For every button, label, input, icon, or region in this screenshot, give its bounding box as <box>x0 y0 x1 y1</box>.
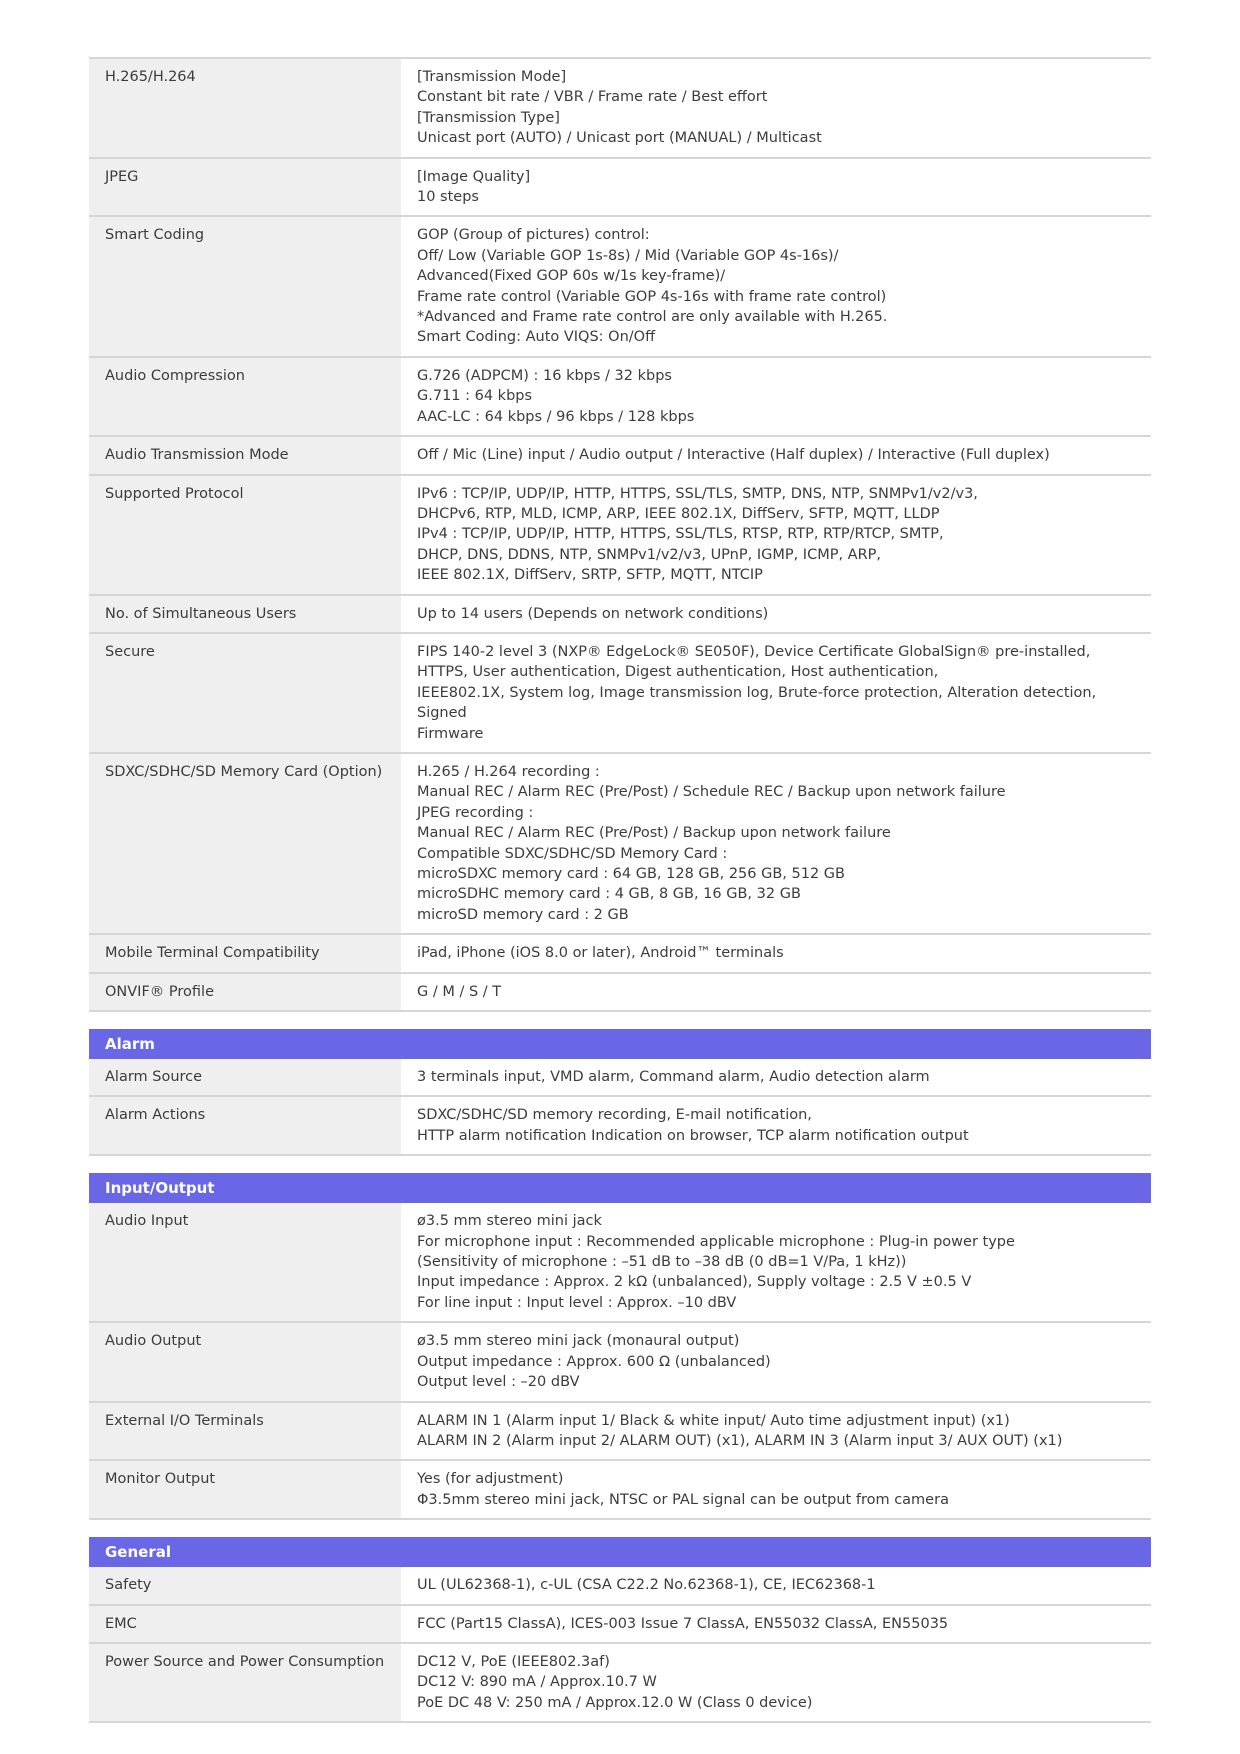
spec-row <box>89 594 1151 632</box>
spec-value: DC12 V, PoE (IEEE802.3af) DC12 V: 890 mA / Approx.10.7 W PoE DC 48 V: 250 mA / Approx.12.0 W (Class 0 device) <box>417 1653 813 1711</box>
spec-row <box>89 1095 1151 1156</box>
spec-value: ø3.5 mm stereo mini jack (monaural output) Output impedance : Approx. 600 Ω (unbalanced) Output level : –20 dBV <box>417 1333 771 1391</box>
spec-row <box>89 1059 1151 1095</box>
spec-row <box>89 1642 1151 1723</box>
spec-label: Audio Transmission Mode <box>89 437 401 473</box>
spec-value: [Transmission Mode] Constant bit rate / VBR / Frame rate / Best effort [Transmission Type] Unicast port (AUTO) / Unicast port (MANUAL) / Multicast <box>417 69 822 147</box>
spec-label: Audio Compression <box>89 358 401 435</box>
spec-value: H.265 / H.264 recording : Manual REC / Alarm REC (Pre/Post) / Schedule REC / Backup upon network failure JPEG recording : Manual REC / Alarm REC (Pre/Post) / Backup upon network failure Compatible SDXC/SDHC/SD Memory Card : microSDXC memory card : 64 GB, 128 GB, 256 GB, 512 GB microSDHC memory card : 4 GB, 8 GB, 16 GB, 32 GB microSD memory card : 2 GB <box>417 763 1006 923</box>
spec-value: ALARM IN 1 (Alarm input 1/ Black & white input/ Auto time adjustment input) (x1) ALARM IN 2 (Alarm input 2/ ALARM OUT) (x1), ALARM IN 3 (Alarm input 3/ AUX OUT) (x1) <box>417 1412 1063 1449</box>
spec-value: FCC (Part15 ClassA), ICES-003 Issue 7 ClassA, EN55032 ClassA, EN55035 <box>417 1615 949 1632</box>
spec-label: No. of Simultaneous Users <box>89 596 401 632</box>
spec-value: 3 terminals input, VMD alarm, Command alarm, Audio detection alarm <box>417 1069 930 1086</box>
spec-label: H.265/H.264 <box>89 59 401 157</box>
spec-row <box>89 752 1151 933</box>
spec-label: Alarm Source <box>89 1059 401 1095</box>
spec-row <box>89 57 1151 157</box>
spec-value: Yes (for adjustment) Φ3.5mm stereo mini jack, NTSC or PAL signal can be output from camera <box>417 1471 949 1508</box>
spec-value: ø3.5 mm stereo mini jack For microphone input : Recommended applicable microphone : Plug-in power type (Sensitivity of microphone : –51 dB to –38 dB (0 dB=1 V/Pa, 1 kHz)) Input impedance : Approx. 2 kΩ (unbalanced), Supply voltage : 2.5 V ±0.5 V For line input : Input level : Approx. –10 dBV <box>417 1213 1015 1311</box>
section-title-input-output: Input/Output <box>89 1173 1151 1203</box>
spec-value: [Image Quality] 10 steps <box>417 168 531 206</box>
spec-value: IPv6 : TCP/IP, UDP/IP, HTTP, HTTPS, SSL/TLS, SMTP, DNS, NTP, SNMPv1/v2/v3, DHCPv6, RTP, MLD, ICMP, ARP, IEEE 802.1X, DiffServ, SFTP, MQTT, LLDP IPv4 : TCP/IP, UDP/IP, HTTP, HTTPS, SSL/TLS, RTSP, RTP, RTP/RTCP, SMTP, DHCP, DNS, DDNS, NTP, SNMPv1/v2/v3, UPnP, IGMP, ICMP, ARP, IEEE 802.1X, DiffServ, SRTP, SFTP, MQTT, NTCIP <box>417 485 978 584</box>
spec-sheet <box>89 57 1151 1723</box>
spec-label: Monitor Output <box>89 1461 401 1518</box>
spec-value: FIPS 140-2 level 3 (NXP® EdgeLock® SE050F), Device Certificate GlobalSign® pre-installed, HTTPS, User authentication, Digest authentication, Host authentication, IEEE802.1X, System log, Image transmission log, Brute-force protection, Alteration detection, Signed Firmware <box>417 643 1097 742</box>
spec-label: Alarm Actions <box>89 1097 401 1154</box>
spec-label: External I/O Terminals <box>89 1403 401 1460</box>
spec-section-input-output <box>89 1173 1151 1520</box>
spec-label: Audio Input <box>89 1203 401 1321</box>
spec-value: GOP (Group of pictures) control: Off/ Low (Variable GOP 1s-8s) / Mid (Variable GOP 4s-16s)/ Advanced(Fixed GOP 60s w/1s key-frame)/ Frame rate control (Variable GOP 4s-16s with frame rate control) *Advanced and Frame rate control are only available with H.265. Smart Coding: Auto VIQS: On/Off <box>417 227 888 346</box>
spec-label: Safety <box>89 1567 401 1603</box>
spec-row <box>89 1567 1151 1603</box>
spec-label: Secure <box>89 634 401 752</box>
spec-row <box>89 1203 1151 1321</box>
section-title-general: General <box>89 1537 1151 1567</box>
spec-value: G.726 (ADPCM) : 16 kbps / 32 kbps G.711 : 64 kbps AAC-LC : 64 kbps / 96 kbps / 128 kbps <box>417 367 695 425</box>
spec-row <box>89 972 1151 1012</box>
spec-value: SDXC/SDHC/SD memory recording, E-mail notification, HTTP alarm notification Indication on browser, TCP alarm notification output <box>417 1107 969 1144</box>
spec-value: Up to 14 users (Depends on network conditions) <box>417 605 769 622</box>
spec-label: EMC <box>89 1606 401 1642</box>
spec-row <box>89 157 1151 216</box>
spec-section-general <box>89 1537 1151 1723</box>
spec-label: ONVIF® Profile <box>89 974 401 1010</box>
spec-label: Mobile Terminal Compatibility <box>89 935 401 971</box>
spec-row <box>89 356 1151 435</box>
spec-row <box>89 474 1151 594</box>
spec-label: SDXC/SDHC/SD Memory Card (Option) <box>89 754 401 933</box>
spec-row <box>89 933 1151 971</box>
spec-row <box>89 1321 1151 1400</box>
spec-row <box>89 1604 1151 1642</box>
spec-row <box>89 435 1151 473</box>
spec-label: Smart Coding <box>89 217 401 355</box>
spec-section-alarm <box>89 1029 1151 1156</box>
spec-value: G / M / S / T <box>417 983 502 1000</box>
spec-value: Off / Mic (Line) input / Audio output / Interactive (Half duplex) / Interactive (Full duplex) <box>417 447 1050 464</box>
spec-label: JPEG <box>89 159 401 216</box>
section-title-alarm: Alarm <box>89 1029 1151 1059</box>
spec-label: Supported Protocol <box>89 476 401 594</box>
spec-label: Power Source and Power Consumption <box>89 1644 401 1721</box>
spec-row <box>89 215 1151 355</box>
spec-value: iPad, iPhone (iOS 8.0 or later), Android™ terminals <box>417 945 784 962</box>
spec-label: Audio Output <box>89 1323 401 1400</box>
spec-section-continued <box>89 57 1151 1012</box>
spec-row <box>89 1459 1151 1520</box>
spec-value: UL (UL62368-1), c-UL (CSA C22.2 No.62368-1), CE, IEC62368-1 <box>417 1577 876 1594</box>
spec-row <box>89 1401 1151 1460</box>
spec-row <box>89 632 1151 752</box>
